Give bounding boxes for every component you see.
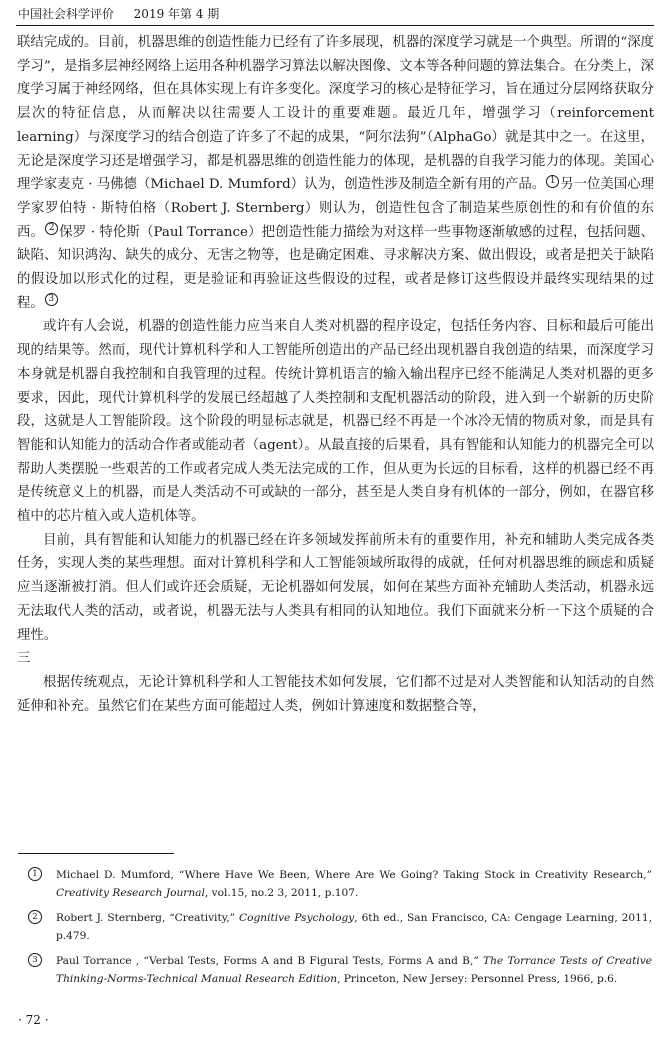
footnote-1: 1 Michael D. Mumford, “Where Have We Been, Where Are We Going? Taking Stock in Creativity Research,” Creativity Research Journal, vol.15, no.2 3, 2011, p.107. <box>28 866 652 902</box>
footnote-mark: 2 <box>28 910 42 924</box>
page-number: · 72 · <box>18 1013 49 1027</box>
article-body <box>17 31 654 718</box>
section-heading: 三 <box>17 651 31 667</box>
note-ref-2[interactable]: 2 <box>45 222 58 235</box>
footnote-rule <box>18 853 174 854</box>
paragraph-4: 根据传统观点，无论计算机科学和人工智能技术如何发展，它们都不过是对人类智能和认知活动的自然延伸和补充。虽然它们在某些方面可能超过人类，例如计算速度和数据整合等， <box>17 674 654 714</box>
footnote-mark: 3 <box>28 953 42 967</box>
footnotes <box>28 866 652 995</box>
footnote-2: 2 Robert J. Sternberg, “Creativity,” Cognitive Psychology, 6th ed., San Francisco, CA: Cengage Learning, 2011, p.479. <box>28 909 652 945</box>
paragraph-3: 目前，具有智能和认知能力的机器已经在许多领域发挥前所未有的重要作用，补充和辅助人类完成各类任务，实现人类的某些理想。面对计算机科学和人工智能领域所取得的成就，任何对机器思维的顾虑和质疑应当逐渐被打消。但人们或许还会质疑，无论机器如何发展，如何在某些方面补充辅助人类活动，机器永远无法取代人类的活动，或者说，机器无法与人类具有相同的认知地位。我们下面就来分析一下这个质疑的合理性。 <box>17 532 654 643</box>
note-ref-3[interactable]: 3 <box>45 293 58 306</box>
running-header <box>18 6 654 22</box>
footnote-3: 3 Paul Torrance , “Verbal Tests, Forms A and B Figural Tests, Forms A and B,” The Torrance Tests of Creative Thinking-Norms-Technical Manual Research Edition, Princeton, New Jersey: Personnel Press, 1966, p.6. <box>28 952 652 988</box>
footnote-mark: 1 <box>28 867 42 881</box>
header-rule <box>16 25 654 26</box>
issue-label: 2019 年第 4 期 <box>133 7 220 21</box>
journal-name: 中国社会科学评价 <box>18 7 115 21</box>
paragraph-1: 联结完成的。目前，机器思维的创造性能力已经有了许多展现，机器的深度学习就是一个典型。所谓的“深度学习”，是指多层神经网络上运用各种机器学习算法以解决图像、文本等各种问题的算法集合。在分类上，深度学习属于神经网络，但在具体实现上有许多变化。深度学习的核心是特征学习，旨在通过分层网络获取分层次的特征信息，从而解决以往需要人工设计的重要难题。最近几年，增强学习（reinforcement learning）与深度学习的结合创造了许多了不起的成果，“阿尔法狗”（AlphaGo）就是其中之一。在这里，无论是深度学习还是增强学习，都是机器思维的创造性能力的体现，是机器的自我学习能力的体现。美国心理学家麦克 · 马佛德（Michael D. Mumford）认为，创造性涉及制造全新有用的产品。 1 另一位美国心理学家罗伯特 · 斯特伯格（Robert J. Sternberg）则认为，创造性包含了制造某些原创性的和有价值的东西。 2 保罗 · 特伦斯（Paul Torrance）把创造性能力描绘为对这样一些事物逐渐敏感的过程，包括问题、缺陷、知识鸿沟、缺失的成分、无害之物等，也是确定困难、寻求解决方案、做出假设，或者是把关于缺陷的假设加以形式化的过程，更是验证和再验证这些假设的过程，或者是修订这些假设并最终实现结果的过程。 3 <box>17 35 655 311</box>
paragraph-2: 或许有人会说，机器的创造性能力应当来自人类对机器的程序设定，包括任务内容、目标和最后可能出现的结果等。然而，现代计算机科学和人工智能所创造出的产品已经出现机器自我创造的结果，而深度学习本身就是机器自我控制和自我管理的过程。传统计算机语言的输入输出程序已经不能满足人类对机器的更多要求，因此，现代计算机科学的发展已经超越了人类控制和支配机器活动的阶段，进入到一个崭新的历史阶段，这就是人工智能阶段。这个阶段的明显标志就是，机器已经不再是一个冰冷无情的物质对象，而是具有智能和认知能力的活动合作者或能动者（agent）。从最直接的后果看，具有智能和认知能力的机器完全可以帮助人类摆脱一些艰苦的工作或者完成人类无法完成的工作，但从更为长远的目标看，这样的机器已经不再是传统意义上的机器，而是人类活动不可或缺的一部分，甚至是人类自身有机体的一部分，例如，在器官移植中的芯片植入或人造机体等。 <box>17 319 654 525</box>
note-ref-1[interactable]: 1 <box>546 175 559 188</box>
